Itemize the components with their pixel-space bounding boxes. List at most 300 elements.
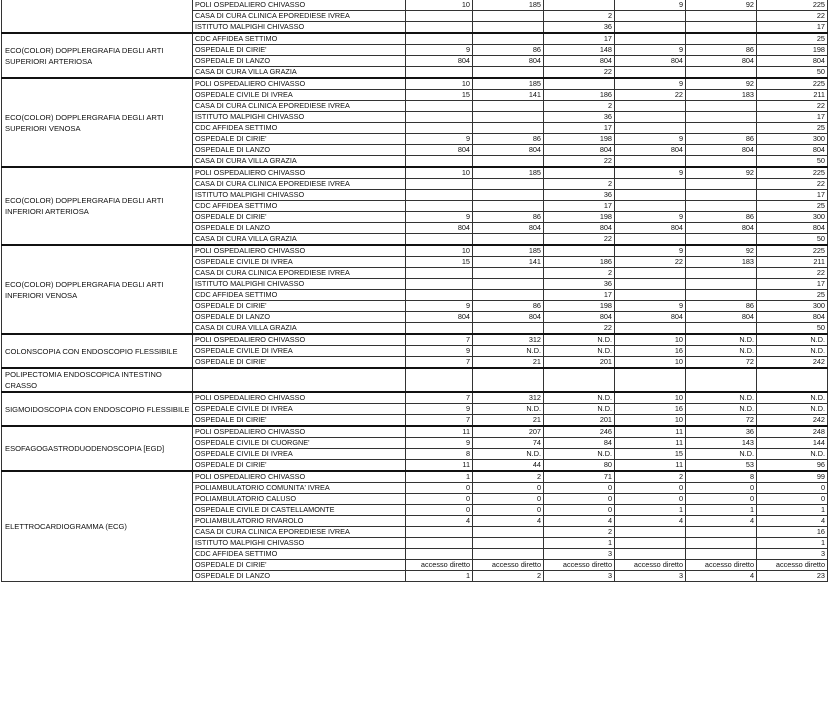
value-cell: 7: [406, 392, 473, 404]
value-cell: 804: [686, 145, 757, 156]
hospital-name: CASA DI CURA VILLA GRAZIA: [193, 323, 406, 335]
value-cell: 804: [757, 223, 828, 234]
table-row: [2, 245, 828, 257]
value-cell: 804: [615, 145, 686, 156]
value-cell: [686, 101, 757, 112]
value-cell: N.D.: [473, 404, 544, 415]
exam-group: [2, 426, 828, 471]
value-cell: 1: [615, 505, 686, 516]
value-cell: 8: [406, 449, 473, 460]
value-cell: 3: [544, 571, 615, 582]
value-cell: [686, 527, 757, 538]
value-cell: [406, 201, 473, 212]
value-cell: N.D.: [757, 449, 828, 460]
value-cell: N.D.: [686, 404, 757, 415]
value-cell: [473, 11, 544, 22]
value-cell: 9: [615, 301, 686, 312]
value-cell: 3: [615, 571, 686, 582]
value-cell: 9: [615, 167, 686, 179]
value-cell: [473, 67, 544, 79]
value-cell: [473, 179, 544, 190]
value-cell: [406, 156, 473, 168]
value-cell: [615, 527, 686, 538]
value-cell: [406, 538, 473, 549]
value-cell: 2: [473, 571, 544, 582]
hospital-name: OSPEDALE CIVILE DI IVREA: [193, 449, 406, 460]
value-cell: [615, 234, 686, 246]
value-cell: [615, 22, 686, 34]
value-cell: 2: [544, 527, 615, 538]
value-cell: 16: [615, 346, 686, 357]
value-cell: 0: [757, 483, 828, 494]
value-cell: 804: [686, 56, 757, 67]
value-cell: 1: [686, 505, 757, 516]
table-row: [2, 33, 828, 45]
value-cell: [473, 279, 544, 290]
value-cell: 1: [406, 471, 473, 483]
value-cell: 72: [686, 415, 757, 427]
value-cell: N.D.: [544, 392, 615, 404]
value-cell: [544, 245, 615, 257]
value-cell: 300: [757, 212, 828, 223]
value-cell: 1: [757, 538, 828, 549]
value-cell: [615, 190, 686, 201]
value-cell: [615, 33, 686, 45]
value-cell: 15: [615, 449, 686, 460]
value-cell: 10: [406, 78, 473, 90]
exam-group: [2, 471, 828, 582]
hospital-name: OSPEDALE DI CIRIE': [193, 134, 406, 145]
value-cell: 0: [473, 494, 544, 505]
value-cell: accesso diretto: [473, 560, 544, 571]
exam-name: [2, 0, 193, 33]
value-cell: 248: [757, 426, 828, 438]
value-cell: 0: [473, 483, 544, 494]
exam-name: ESOFAGOGASTRODUODENOSCOPIA [EGD]: [2, 426, 193, 471]
value-cell: 86: [686, 45, 757, 56]
hospital-name: OSPEDALE CIVILE DI IVREA: [193, 404, 406, 415]
value-cell: 246: [544, 426, 615, 438]
value-cell: 804: [544, 223, 615, 234]
value-cell: [686, 190, 757, 201]
value-cell: 10: [406, 167, 473, 179]
value-cell: N.D.: [473, 346, 544, 357]
value-cell: accesso diretto: [686, 560, 757, 571]
exam-group: [2, 245, 828, 334]
value-cell: [615, 268, 686, 279]
value-cell: N.D.: [757, 334, 828, 346]
value-cell: 74: [473, 438, 544, 449]
value-cell: 25: [757, 123, 828, 134]
exam-name: ECO(COLOR) DOPPLERGRAFIA DEGLI ARTI SUPERIORI ARTERIOSA: [2, 33, 193, 78]
hospital-name: POLI OSPEDALIERO CHIVASSO: [193, 426, 406, 438]
hospital-name: CDC AFFIDEA SETTIMO: [193, 33, 406, 45]
value-cell: 15: [406, 90, 473, 101]
value-cell: [686, 22, 757, 34]
hospital-name: POLI OSPEDALIERO CHIVASSO: [193, 167, 406, 179]
value-cell: 225: [757, 167, 828, 179]
value-cell: [406, 101, 473, 112]
value-cell: 1: [406, 571, 473, 582]
value-cell: 198: [544, 301, 615, 312]
exam-group: [2, 334, 828, 368]
hospital-name: POLI OSPEDALIERO CHIVASSO: [193, 245, 406, 257]
value-cell: 0: [406, 483, 473, 494]
value-cell: 9: [406, 438, 473, 449]
value-cell: [406, 279, 473, 290]
value-cell: [686, 290, 757, 301]
value-cell: 8: [686, 471, 757, 483]
value-cell: 4: [544, 516, 615, 527]
value-cell: 86: [686, 212, 757, 223]
value-cell: 92: [686, 245, 757, 257]
exam-group: [2, 78, 828, 167]
value-cell: [615, 112, 686, 123]
value-cell: 7: [406, 357, 473, 369]
value-cell: 300: [757, 301, 828, 312]
value-cell: 86: [686, 301, 757, 312]
value-cell: 804: [757, 145, 828, 156]
value-cell: 804: [615, 223, 686, 234]
value-cell: [615, 279, 686, 290]
value-cell: 0: [406, 494, 473, 505]
value-cell: 22: [757, 101, 828, 112]
hospital-name: OSPEDALE CIVILE DI IVREA: [193, 90, 406, 101]
value-cell: 183: [686, 257, 757, 268]
value-cell: [544, 0, 615, 11]
hospital-name: OSPEDALE CIVILE DI CASTELLAMONTE: [193, 505, 406, 516]
value-cell: [406, 549, 473, 560]
value-cell: 23: [757, 571, 828, 582]
value-cell: [615, 101, 686, 112]
hospital-name: CASA DI CURA CLINICA EPOREDIESE IVREA: [193, 101, 406, 112]
value-cell: [686, 156, 757, 168]
value-cell: 10: [615, 334, 686, 346]
value-cell: 9: [406, 134, 473, 145]
value-cell: [544, 78, 615, 90]
value-cell: N.D.: [686, 346, 757, 357]
hospital-name: CDC AFFIDEA SETTIMO: [193, 201, 406, 212]
value-cell: 804: [544, 145, 615, 156]
value-cell: [406, 123, 473, 134]
value-cell: 4: [473, 516, 544, 527]
value-cell: N.D.: [757, 392, 828, 404]
value-cell: 804: [686, 223, 757, 234]
value-cell: 0: [544, 505, 615, 516]
value-cell: [406, 234, 473, 246]
value-cell: 25: [757, 33, 828, 45]
value-cell: [406, 67, 473, 79]
value-cell: [615, 201, 686, 212]
value-cell: 17: [544, 290, 615, 301]
value-cell: [686, 268, 757, 279]
value-cell: 96: [757, 460, 828, 472]
value-cell: 17: [544, 33, 615, 45]
value-cell: 9: [615, 134, 686, 145]
value-cell: 185: [473, 245, 544, 257]
hospital-name: [193, 368, 406, 392]
value-cell: 36: [544, 22, 615, 34]
exam-name: ECO(COLOR) DOPPLERGRAFIA DEGLI ARTI INFERIORI ARTERIOSA: [2, 167, 193, 245]
hospital-name: CASA DI CURA CLINICA EPOREDIESE IVREA: [193, 11, 406, 22]
hospital-name: POLI OSPEDALIERO CHIVASSO: [193, 471, 406, 483]
value-cell: [544, 368, 615, 392]
value-cell: 92: [686, 78, 757, 90]
value-cell: 50: [757, 234, 828, 246]
hospital-name: OSPEDALE DI CIRIE': [193, 212, 406, 223]
value-cell: 9: [406, 212, 473, 223]
value-cell: 17: [757, 190, 828, 201]
value-cell: 804: [406, 145, 473, 156]
value-cell: 804: [686, 312, 757, 323]
table-row: [2, 78, 828, 90]
value-cell: 21: [473, 357, 544, 369]
table-row: [2, 368, 828, 392]
hospital-name: OSPEDALE DI LANZO: [193, 56, 406, 67]
hospital-name: CASA DI CURA VILLA GRAZIA: [193, 234, 406, 246]
value-cell: 22: [615, 257, 686, 268]
value-cell: [615, 549, 686, 560]
value-cell: 86: [473, 301, 544, 312]
value-cell: [473, 22, 544, 34]
value-cell: 225: [757, 0, 828, 11]
value-cell: [757, 368, 828, 392]
hospital-name: POLI OSPEDALIERO CHIVASSO: [193, 392, 406, 404]
hospital-name: ISTITUTO MALPIGHI CHIVASSO: [193, 112, 406, 123]
hospital-name: OSPEDALE DI CIRIE': [193, 415, 406, 427]
value-cell: 25: [757, 201, 828, 212]
value-cell: 144: [757, 438, 828, 449]
value-cell: 211: [757, 90, 828, 101]
value-cell: [406, 190, 473, 201]
value-cell: 2: [544, 268, 615, 279]
value-cell: 36: [544, 190, 615, 201]
value-cell: [686, 112, 757, 123]
hospital-name: OSPEDALE DI CIRIE': [193, 560, 406, 571]
value-cell: [686, 33, 757, 45]
value-cell: N.D.: [544, 334, 615, 346]
value-cell: [473, 527, 544, 538]
hospital-name: OSPEDALE CIVILE DI IVREA: [193, 257, 406, 268]
value-cell: 4: [406, 516, 473, 527]
value-cell: 11: [615, 460, 686, 472]
value-cell: [686, 279, 757, 290]
hospital-name: OSPEDALE CIVILE DI IVREA: [193, 346, 406, 357]
hospital-name: CASA DI CURA CLINICA EPOREDIESE IVREA: [193, 179, 406, 190]
value-cell: 148: [544, 45, 615, 56]
table-row: [2, 167, 828, 179]
value-cell: [615, 290, 686, 301]
value-cell: 0: [544, 483, 615, 494]
value-cell: [406, 11, 473, 22]
hospital-name: POLIAMBULATORIO CALUSO: [193, 494, 406, 505]
value-cell: 71: [544, 471, 615, 483]
value-cell: [686, 201, 757, 212]
value-cell: 10: [406, 0, 473, 11]
value-cell: [615, 368, 686, 392]
value-cell: 0: [544, 494, 615, 505]
value-cell: 17: [757, 22, 828, 34]
value-cell: 84: [544, 438, 615, 449]
value-cell: 50: [757, 323, 828, 335]
value-cell: [406, 527, 473, 538]
value-cell: 11: [615, 426, 686, 438]
value-cell: [686, 179, 757, 190]
value-cell: 211: [757, 257, 828, 268]
value-cell: [473, 123, 544, 134]
value-cell: 198: [544, 212, 615, 223]
value-cell: [473, 538, 544, 549]
exam-group: [2, 392, 828, 426]
value-cell: accesso diretto: [615, 560, 686, 571]
table-row: [2, 392, 828, 404]
hospital-name: OSPEDALE DI CIRIE': [193, 357, 406, 369]
value-cell: [406, 33, 473, 45]
exam-name: POLIPECTOMIA ENDOSCOPICA INTESTINO CRASSO: [2, 368, 193, 392]
value-cell: [544, 167, 615, 179]
hospital-name: POLIAMBULATORIO COMUNITA' IVREA: [193, 483, 406, 494]
value-cell: 17: [544, 123, 615, 134]
value-cell: 185: [473, 78, 544, 90]
value-cell: [473, 549, 544, 560]
value-cell: [686, 234, 757, 246]
exam-name: ELETTROCARDIOGRAMMA (ECG): [2, 471, 193, 582]
value-cell: 2: [615, 471, 686, 483]
value-cell: 21: [473, 415, 544, 427]
value-cell: 4: [615, 516, 686, 527]
value-cell: 186: [544, 257, 615, 268]
value-cell: 3: [544, 549, 615, 560]
value-cell: [473, 268, 544, 279]
value-cell: [615, 179, 686, 190]
value-cell: 225: [757, 245, 828, 257]
value-cell: [406, 268, 473, 279]
value-cell: [473, 156, 544, 168]
hospital-name: ISTITUTO MALPIGHI CHIVASSO: [193, 22, 406, 34]
hospital-name: OSPEDALE DI CIRIE': [193, 45, 406, 56]
hospital-name: CASA DI CURA CLINICA EPOREDIESE IVREA: [193, 527, 406, 538]
hospital-name: CDC AFFIDEA SETTIMO: [193, 549, 406, 560]
value-cell: 804: [473, 145, 544, 156]
value-cell: 17: [757, 112, 828, 123]
value-cell: 4: [686, 516, 757, 527]
value-cell: 9: [615, 45, 686, 56]
value-cell: 10: [615, 415, 686, 427]
value-cell: 804: [615, 312, 686, 323]
value-cell: 4: [757, 516, 828, 527]
value-cell: [686, 123, 757, 134]
value-cell: 9: [615, 0, 686, 11]
value-cell: 22: [757, 268, 828, 279]
value-cell: 300: [757, 134, 828, 145]
value-cell: 50: [757, 156, 828, 168]
value-cell: 10: [615, 392, 686, 404]
value-cell: N.D.: [473, 449, 544, 460]
value-cell: 225: [757, 78, 828, 90]
value-cell: 72: [686, 357, 757, 369]
waiting-times-table: [1, 0, 828, 582]
value-cell: 9: [615, 245, 686, 257]
value-cell: 22: [544, 156, 615, 168]
value-cell: [686, 323, 757, 335]
value-cell: N.D.: [686, 392, 757, 404]
value-cell: 17: [757, 279, 828, 290]
value-cell: 16: [615, 404, 686, 415]
value-cell: [473, 101, 544, 112]
value-cell: 0: [686, 483, 757, 494]
value-cell: [615, 123, 686, 134]
value-cell: 1: [757, 505, 828, 516]
value-cell: 0: [615, 494, 686, 505]
value-cell: 183: [686, 90, 757, 101]
value-cell: 804: [544, 312, 615, 323]
value-cell: 86: [473, 45, 544, 56]
exam-name: ECO(COLOR) DOPPLERGRAFIA DEGLI ARTI INFERIORI VENOSA: [2, 245, 193, 334]
value-cell: 242: [757, 415, 828, 427]
hospital-name: OSPEDALE CIVILE DI CUORGNE': [193, 438, 406, 449]
value-cell: 0: [615, 483, 686, 494]
value-cell: 0: [406, 505, 473, 516]
value-cell: 804: [757, 312, 828, 323]
value-cell: [473, 190, 544, 201]
value-cell: N.D.: [544, 449, 615, 460]
value-cell: 9: [406, 45, 473, 56]
value-cell: 10: [615, 357, 686, 369]
exam-group: [2, 33, 828, 78]
value-cell: 804: [615, 56, 686, 67]
value-cell: 7: [406, 334, 473, 346]
hospital-name: OSPEDALE DI LANZO: [193, 223, 406, 234]
value-cell: 141: [473, 257, 544, 268]
value-cell: [473, 201, 544, 212]
exam-group: [2, 0, 828, 33]
value-cell: 53: [686, 460, 757, 472]
value-cell: 36: [686, 426, 757, 438]
value-cell: 44: [473, 460, 544, 472]
value-cell: [406, 290, 473, 301]
value-cell: 25: [757, 290, 828, 301]
value-cell: 16: [757, 527, 828, 538]
value-cell: 201: [544, 415, 615, 427]
value-cell: 92: [686, 167, 757, 179]
value-cell: [473, 323, 544, 335]
value-cell: accesso diretto: [544, 560, 615, 571]
value-cell: 804: [757, 56, 828, 67]
value-cell: [406, 112, 473, 123]
value-cell: 804: [544, 56, 615, 67]
hospital-name: OSPEDALE DI CIRIE': [193, 301, 406, 312]
value-cell: 804: [406, 56, 473, 67]
value-cell: 804: [473, 56, 544, 67]
value-cell: 185: [473, 0, 544, 11]
value-cell: [406, 22, 473, 34]
hospital-name: ISTITUTO MALPIGHI CHIVASSO: [193, 190, 406, 201]
value-cell: 804: [473, 312, 544, 323]
value-cell: 15: [406, 257, 473, 268]
hospital-name: CDC AFFIDEA SETTIMO: [193, 290, 406, 301]
value-cell: 312: [473, 392, 544, 404]
value-cell: [615, 538, 686, 549]
value-cell: 3: [757, 549, 828, 560]
hospital-name: ISTITUTO MALPIGHI CHIVASSO: [193, 279, 406, 290]
value-cell: 2: [544, 179, 615, 190]
value-cell: 50: [757, 67, 828, 79]
exam-group: [2, 368, 828, 392]
value-cell: accesso diretto: [757, 560, 828, 571]
value-cell: 22: [544, 234, 615, 246]
value-cell: 2: [544, 11, 615, 22]
value-cell: [406, 368, 473, 392]
